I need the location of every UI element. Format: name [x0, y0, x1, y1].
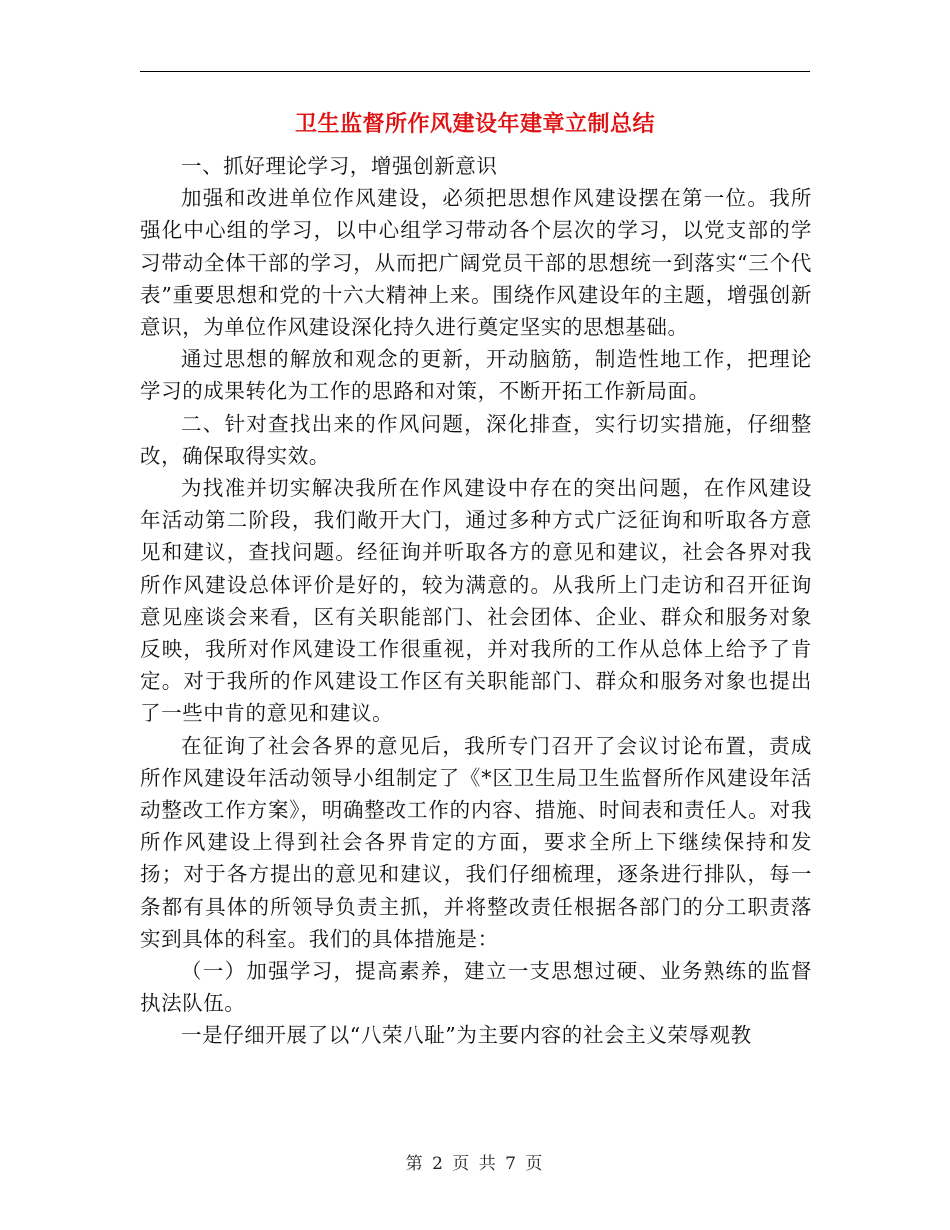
page-number: 第 2 页 共 7 页 [405, 1154, 545, 1174]
header-rule [140, 71, 810, 72]
paragraph: 一是仔细开展了以“八荣八耻”为主要内容的社会主义荣辱观教 [181, 1023, 752, 1048]
paragraph: 为找准并切实解决我所在作风建设中存在的突出问题，在作风建设年活动第二阶段，我们敞开大门，通过多种方式广泛征询和听取各方意见和建议，查找问题。经征询并听取各方的意见和建议，社会各界对我所作风建设总体评价是好的，较为满意的。从我所上门走访和召开征询意见座谈会来看，区有关职能部门、社会团体、企业、群众和服务对象反映，我所对作风建设工作很重视，并对我所的工作从总体上给予了肯定。对于我所的作风建设工作区有关职能部门、群众和服务对象也提出了一些中肯的意见和建议。 [140, 476, 812, 726]
document-title: 卫生监督所作风建设年建章立制总结 [294, 112, 655, 137]
subsection-heading: （一）加强学习，提高素养，建立一支思想过硬、业务熟练的监督执法队伍。 [140, 959, 812, 1016]
section-heading-1: 一、抓好理论学习，增强创新意识 [181, 154, 498, 178]
document-body [140, 150, 812, 1052]
paragraph: 通过思想的解放和观念的更新，开动脑筋，制造性地工作，把理论学习的成果转化为工作的思路和对策，不断开拓工作新局面。 [140, 347, 812, 404]
paragraph: 加强和改进单位作风建设，必须把思想作风建设摆在第一位。我所强化中心组的学习，以中心组学习带动各个层次的学习，以党支部的学习带动全体干部的学习，从而把广阔党员干部的思想统一到落实“三个代表”重要思想和党的十六大精神上来。围绕作风建设年的主题，增强创新意识，为单位作风建设深化持久进行奠定坚实的思想基础。 [140, 186, 812, 340]
paragraph: 在征询了社会各界的意见后，我所专门召开了会议讨论布置，责成所作风建设年活动领导小组制定了《*区卫生局卫生监督所作风建设年活动整改工作方案》，明确整改工作的内容、措施、时间表和责任人。对我所作风建设上得到社会各界肯定的方面，要求全所上下继续保持和发扬；对于各方提出的意见和建议，我们仔细梳理，逐条进行排队，每一条都有具体的所领导负责主抓，并将整改责任根据各部门的分工职责落实到具体的科室。我们的具体措施是： [140, 733, 812, 951]
section-heading-2: 二、针对查找出来的作风问题，深化排查，实行切实措施，仔细整改，确保取得实效。 [140, 411, 812, 468]
